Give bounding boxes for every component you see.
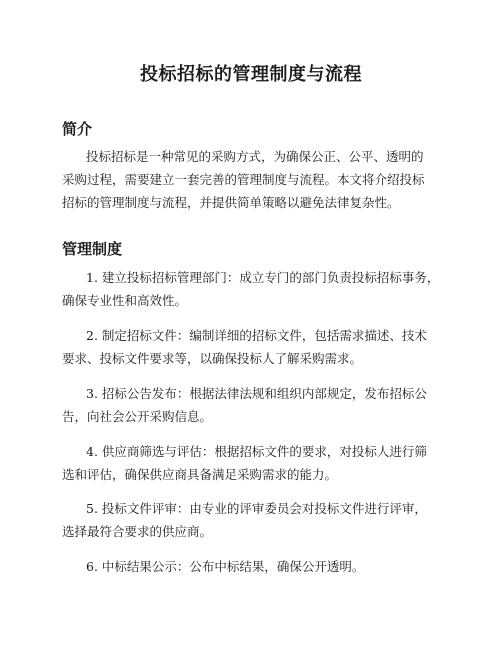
list-item <box>62 382 452 428</box>
list-item-line: 告，向社会公开采购信息。 <box>62 409 213 424</box>
list-item-line: 5. 投标文件评审：由专业的评审委员会对投标文件进行评审， <box>86 501 427 516</box>
paragraph-line: 投标招标是一种常见的采购方式，为确保公正、公平、透明的 <box>86 149 424 164</box>
list-item-line: 1. 建立投标招标管理部门：成立专门的部门负责投标招标事务， <box>86 270 440 285</box>
list-item <box>62 440 452 486</box>
list-item-line: 2. 制定招标文件：编制详细的招标文件，包括需求描述、技术 <box>86 328 427 343</box>
list-item-line: 选择最符合要求的供应商。 <box>62 524 213 539</box>
paragraph-line: 招标的管理制度与流程，并提供简单策略以避免法律复杂性。 <box>62 195 400 210</box>
list-item-line: 6. 中标结果公示：公布中标结果，确保公开透明。 <box>86 559 365 574</box>
paragraph-line: 采购过程，需要建立一套完善的管理制度与流程。本文将介绍投标 <box>62 172 425 187</box>
list-item <box>62 497 452 543</box>
list-item <box>62 324 452 370</box>
list-item <box>62 555 452 578</box>
document-title: 投标招标的管理制度与流程 <box>140 64 362 85</box>
intro-paragraph <box>62 145 452 214</box>
list-item-line: 4. 供应商筛选与评估：根据招标文件的要求，对投标人进行筛 <box>86 444 427 459</box>
section-heading-intro: 简介 <box>62 120 93 138</box>
list-item-line: 3. 招标公告发布：根据法律法规和组织内部规定，发布招标公 <box>86 386 427 401</box>
list-item-line: 选和评估，确保供应商具备满足采购需求的能力。 <box>62 467 338 482</box>
list-item <box>62 266 452 312</box>
list-item-line: 确保专业性和高效性。 <box>62 293 188 308</box>
section-heading-management: 管理制度 <box>62 240 123 258</box>
list-item-line: 要求、投标文件要求等，以确保投标人了解采购需求。 <box>62 351 363 366</box>
